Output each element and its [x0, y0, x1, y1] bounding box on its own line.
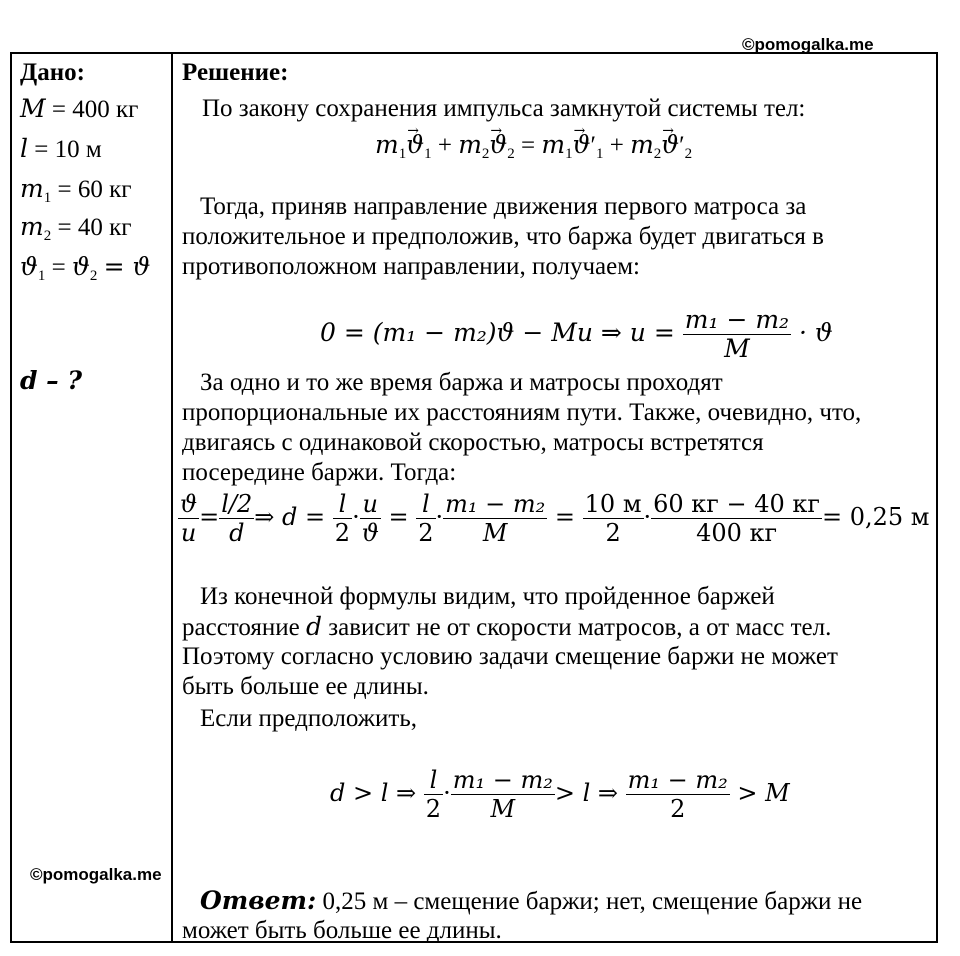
watermark-bottom: ©pomogalka.me — [30, 865, 162, 884]
given-length: l = 10 м — [20, 134, 102, 163]
given-speeds: $ϑ_1 = ϑ_2 = ϑ$ — [20, 252, 151, 284]
paragraph-4-line-2: расстояние d зависит не от скорости матросов, а от масс тел. — [182, 612, 832, 641]
given-mass-2: $m_2 = 40$ кг — [20, 212, 132, 244]
column-divider — [171, 52, 173, 943]
paragraph-4-line-1: Из конечной формулы видим, что пройденное баржей — [200, 583, 775, 610]
given-mass-1: $m_1 = 60$ кг — [20, 174, 132, 206]
solution-title: Решение: — [182, 59, 289, 86]
formula-displacement: $\frac{ϑ}{u}$ = $\frac{l/2}{d}$ ⇒ d = $\frac{l}{2}$ · $\frac{u}{ϑ}$ = $\frac{l}{2}$ · $\frac{\text{m₁ − m₂}}{M}$ = $\frac{10 м}{2}$ · $\frac{60 кг - 40 кг}{400 кг}$ = 0,25 м — [180, 490, 930, 547]
paragraph-4-line-3: Поэтому согласно условию задачи смещение баржи не может — [182, 643, 838, 670]
formula-momentum: $m_1\to ϑ_1 + m_2\to ϑ_2 = m_1\to ϑ'_1 + m_2\to ϑ'_2$ — [375, 130, 692, 169]
paragraph-3-line-3: двигаясь с одинаковой скоростью, матросы встретятся — [182, 429, 764, 456]
paragraph-3-line-2: пропорциональные их расстояниям пути. Также, очевидно, что, — [182, 399, 862, 426]
watermark-top: ©pomogalka.me — [742, 35, 874, 54]
answer-label: Ответ: — [200, 886, 317, 915]
answer-line-1: Ответ: 0,25 м – смещение баржи; нет, смещение баржи не — [200, 886, 863, 915]
paragraph-1: По закону сохранения импульса замкнутой системы тел: — [202, 95, 806, 122]
paragraph-5: Если предположить, — [200, 705, 417, 732]
paragraph-4-line-4: быть больше ее длины. — [182, 673, 429, 700]
paragraph-2-line-2: положительное и предположив, что баржа будет двигаться в — [182, 223, 824, 250]
paragraph-2-line-3: противоположном направлении, получаем: — [182, 253, 640, 280]
formula-velocity: 0 = (m₁ − m₂)ϑ − Mu ⇒ u = $\frac{\text{m₁ − m₂}}{M}$ · ϑ — [320, 305, 833, 363]
answer-line-2: может быть больше ее длины. — [182, 917, 502, 944]
paragraph-3-line-4: посередине баржи. Тогда: — [182, 459, 457, 486]
paragraph-2-line-1: Тогда, приняв направление движения первого матроса за — [200, 193, 807, 220]
formula-inequality: d > l ⇒ $\frac{l}{2}$ · $\frac{\text{m₁ − m₂}}{M}$ > l ⇒ $\frac{\text{m₁ − m₂}}{2}$ > M — [330, 766, 790, 823]
given-find: d – ? — [20, 366, 83, 395]
given-mass-barge: M = 400 кг — [20, 94, 139, 123]
paragraph-3-line-1: За одно и то же время баржа и матросы проходят — [200, 369, 723, 396]
given-title: Дано: — [20, 59, 85, 86]
